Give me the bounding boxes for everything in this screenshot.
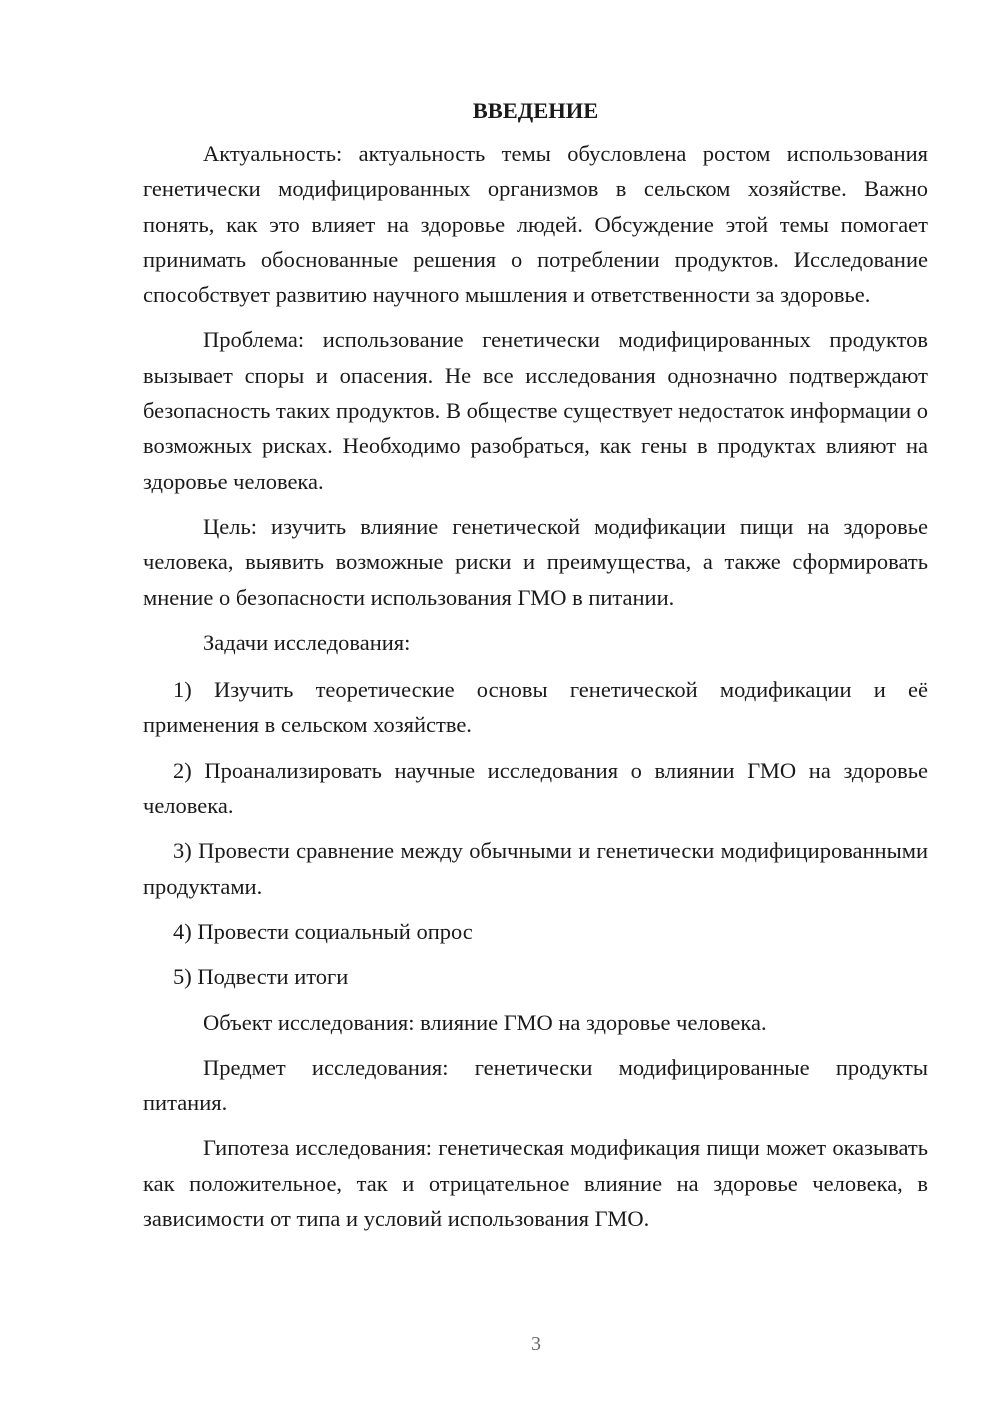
paragraph-subject: Предмет исследования: генетически модифицированные продукты питания. xyxy=(143,1054,928,1116)
list-item: 4) Провести социальный опрос xyxy=(173,918,473,944)
page-title: ВВЕДЕНИЕ xyxy=(472,98,599,123)
paragraph-problem: Проблема: использование генетически модифицированных продуктов вызывает споры и опасения. Не все исследования однозначно подтверждают безопасность таких продуктов. В обществе существует недостаток информации о возможных рисках. Необходимо разобраться, как гены в продуктах влияют на здоровье человека. xyxy=(143,327,928,494)
list-item: 3) Провести сравнение между обычными и генетически модифицированными продуктами. xyxy=(143,838,928,899)
paragraph-object: Объект исследования: влияние ГМО на здоровье человека. xyxy=(203,1009,767,1035)
tasks-list xyxy=(143,672,928,994)
paragraph-relevance: Актуальность: актуальность темы обусловлена ростом использования генетически модифицированных организмов в сельском хозяйстве. Важно понять, как это влияет на здоровье людей. Обсуждение этой темы помогает принимать обоснованные решения о потреблении продуктов. Исследование способствует развитию научного мышления и ответственности за здоровье. xyxy=(143,141,928,308)
tasks-heading: Задачи исследования: xyxy=(203,629,411,655)
paragraph-goal: Цель: изучить влияние генетической модификации пищи на здоровье человека, выявить возможные риски и преимущества, а также сформировать мнение о безопасности использования ГМО в питании. xyxy=(143,513,928,610)
list-item: 1) Изучить теоретические основы генетической модификации и её применения в сельском хозяйстве. xyxy=(143,677,928,738)
document-page xyxy=(143,92,928,1246)
list-item: 2) Проанализировать научные исследования о влиянии ГМО на здоровье человека. xyxy=(143,757,928,819)
list-item: 5) Подвести итоги xyxy=(173,964,349,990)
paragraph-hypothesis: Гипотеза исследования: генетическая модификация пищи может оказывать как положительное, так и отрицательное влияние на здоровье человека, в зависимости от типа и условий использования ГМО. xyxy=(143,1135,928,1232)
page-number: 3 xyxy=(531,1333,541,1355)
